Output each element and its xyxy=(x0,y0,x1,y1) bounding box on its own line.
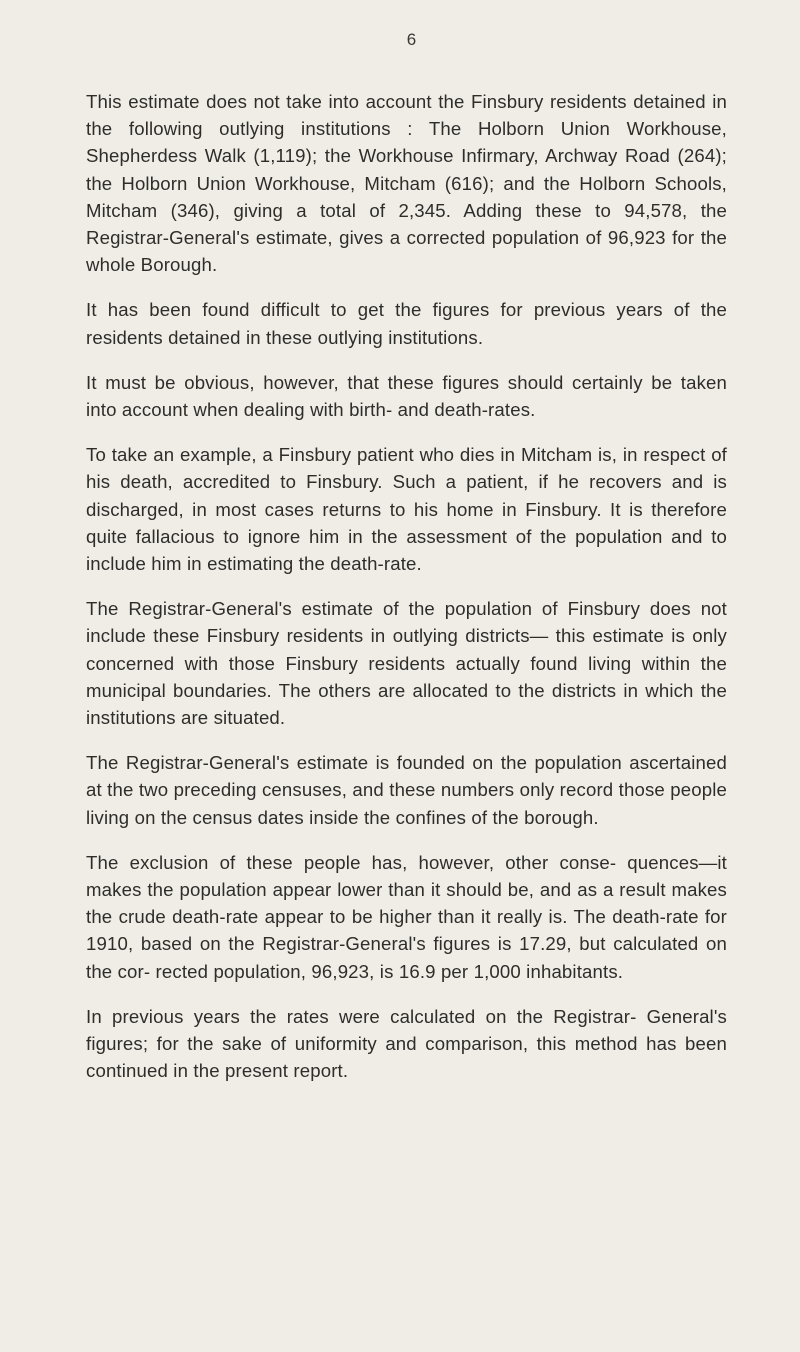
paragraph-obvious-account: It must be obvious, however, that these figures should certainly be taken into account when dealing with birth- and death-rates. xyxy=(86,371,727,421)
paragraph-census-basis: The Registrar-General's estimate is founded on the population ascertained at the two preceding censuses, and these numbers only record those people living on the census dates inside the confines of the borough. xyxy=(86,752,727,828)
paragraph-exclusion-consequences: The exclusion of these people has, however, other conse- quences—it makes the population appear lower than it should be, and as a result makes the crude death-rate appear to be higher than it really is. The death-rate for 1910, based on the Registrar-General's figures is 17.29, but calculated on the cor- rected population, 96,923, is 16.9 per 1,000 inhabitants. xyxy=(86,851,727,982)
page-number: 6 xyxy=(406,30,417,49)
paragraph-registrar-estimate: The Registrar-General's estimate of the population of Finsbury does not include these Finsbury residents in outlying districts— this estimate is only concerned with those Finsbury residents actually found living within the municipal boundaries. The others are allocated to the districts in which the institutions are situated. xyxy=(86,598,727,729)
paragraph-corrected-population: This estimate does not take into account the Finsbury residents detained in the following outlying institutions : The Holborn Union Workhouse, Shepherdess Walk (1,119); the Workhouse Infirmary, Archway Road (264); the Holborn Union Workhouse, Mitcham (616); and the Holborn Schools, Mitcham (346), giving a total of 2,345. Adding these to 94,578, the Registrar-General's estimate, gives a corrected population of 96,923 for the whole Borough. xyxy=(86,91,727,276)
paragraph-difficulty-figures: It has been found difficult to get the figures for previous years of the residents detained in these outlying institutions. xyxy=(86,299,727,348)
paragraph-previous-years: In previous years the rates were calculated on the Registrar- General's figures; for the sake of uniformity and comparison, this method has been continued in the present report. xyxy=(86,1005,727,1082)
paragraph-example-patient: To take an example, a Finsbury patient who dies in Mitcham is, in respect of his death, accredited to Finsbury. Such a patient, if he recovers and is discharged, in most cases returns to his home in Finsbury. It is therefore quite fallacious to ignore him in the assessment of the population and to include him in estimating the death-rate. xyxy=(86,444,727,575)
